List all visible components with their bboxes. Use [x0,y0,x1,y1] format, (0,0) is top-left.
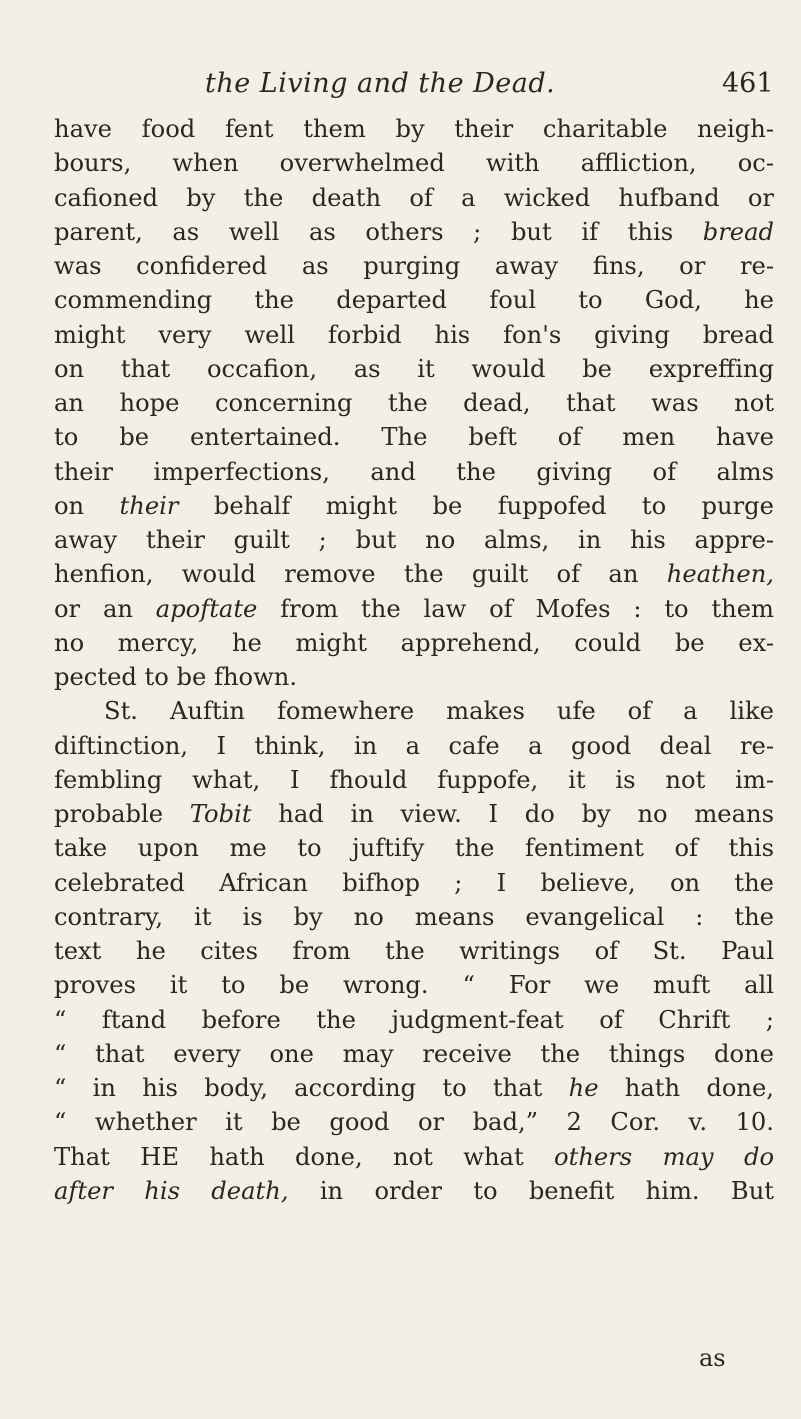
body-text [54,112,774,1208]
text-line [54,797,774,831]
text-run: on that occafion, as it would be expreffing [54,354,774,383]
text-run: “ whether it be good or bad,” 2 Cor. v. 10. [54,1108,774,1137]
text-run: no mercy, he might apprehend, could be ex- [54,628,774,657]
text-run: bours, when overwhelmed with affliction, oc- [54,149,774,178]
text-run: “ ftand before the judgment-feat of Chrift ; [54,1005,774,1034]
text-line [54,1003,774,1037]
italic-text: others may do [554,1142,775,1171]
text-run: text he cites from the writings of St. Paul [54,937,774,965]
text-line [54,1105,774,1139]
text-line [54,455,774,489]
text-run: to be entertained. The beft of men have [54,423,774,452]
text-line [54,1140,774,1174]
text-line [54,968,774,1002]
text-run: in order to benefit him. But [288,1176,774,1205]
italic-text: bread [702,217,774,246]
italic-text: he [568,1074,599,1102]
italic-text: Tobit [189,800,252,828]
text-run: “ in his body, according to that [54,1074,569,1102]
text-run: on [54,491,120,520]
text-line [54,352,774,386]
text-line [54,900,774,934]
text-line [54,386,774,420]
text-line [54,763,774,797]
text-run: celebrated African bifhop ; I believe, on the [54,868,774,897]
text-line [54,831,774,865]
text-line [54,626,774,660]
text-line [54,934,774,968]
text-run: probable [54,800,190,828]
text-line [54,283,774,317]
text-run: from the law of Mofes : to them [257,594,774,623]
text-run: hath done, [598,1074,774,1102]
text-run: behalf might be fuppofed to purge [178,491,774,520]
italic-text: heathen, [666,560,774,589]
text-run: an hope concerning the dead, that was not [54,389,774,417]
italic-text: after his death, [54,1176,289,1205]
text-run: proves it to be wrong. “ For we muft all [54,971,774,1000]
italic-text: apoftate [155,594,258,623]
text-line [54,592,774,626]
text-line [54,215,774,249]
text-run: diftinction, I think, in a cafe a good deal re- [54,731,774,760]
text-run: their imperfections, and the giving of alms [54,457,774,486]
text-line [54,318,774,352]
text-line [54,660,774,694]
text-line [54,866,774,900]
text-line [54,1037,774,1071]
text-line [54,249,774,283]
catchword: as [699,1344,726,1372]
text-run: might very well forbid his fon's giving bread [54,320,774,349]
text-line [54,1174,774,1208]
text-run: or an [54,594,156,623]
running-head: the Living and the Dead. [205,68,556,99]
text-run: contrary, it is by no means evangelical : the [54,902,774,931]
text-line [54,1071,774,1105]
page-number: 461 [722,68,774,99]
text-run: commending the departed foul to God, he [54,286,774,315]
text-run: henfion, would remove the guilt of an [54,560,667,589]
text-run: pected to be fhown. [54,663,298,691]
text-run: take upon me to juftify the fentiment of this [54,834,774,863]
text-line [54,557,774,591]
text-run: parent, as well as others ; but if this [54,217,703,246]
text-run: “ that every one may receive the things done [54,1039,774,1068]
text-run: have food fent them by their charitable neigh- [54,115,774,143]
text-line [54,729,774,763]
text-line [54,489,774,523]
text-line [54,420,774,454]
text-run: fembling what, I fhould fuppofe, it is not im- [54,765,774,794]
text-run: away their guilt ; but no alms, in his appre- [54,526,774,554]
text-run: cafioned by the death of a wicked hufband or [54,183,774,212]
text-line [54,112,774,146]
text-run: was confidered as purging away fins, or re- [54,252,774,280]
text-line [54,181,774,215]
text-line [54,694,774,728]
text-run: That HE hath done, not what [54,1142,555,1171]
text-run: St. Auftin fomewhere makes ufe of a like [104,697,774,726]
text-line [54,146,774,180]
text-line [54,523,774,557]
text-run: had in view. I do by no means [251,800,774,828]
italic-text: their [119,491,179,520]
